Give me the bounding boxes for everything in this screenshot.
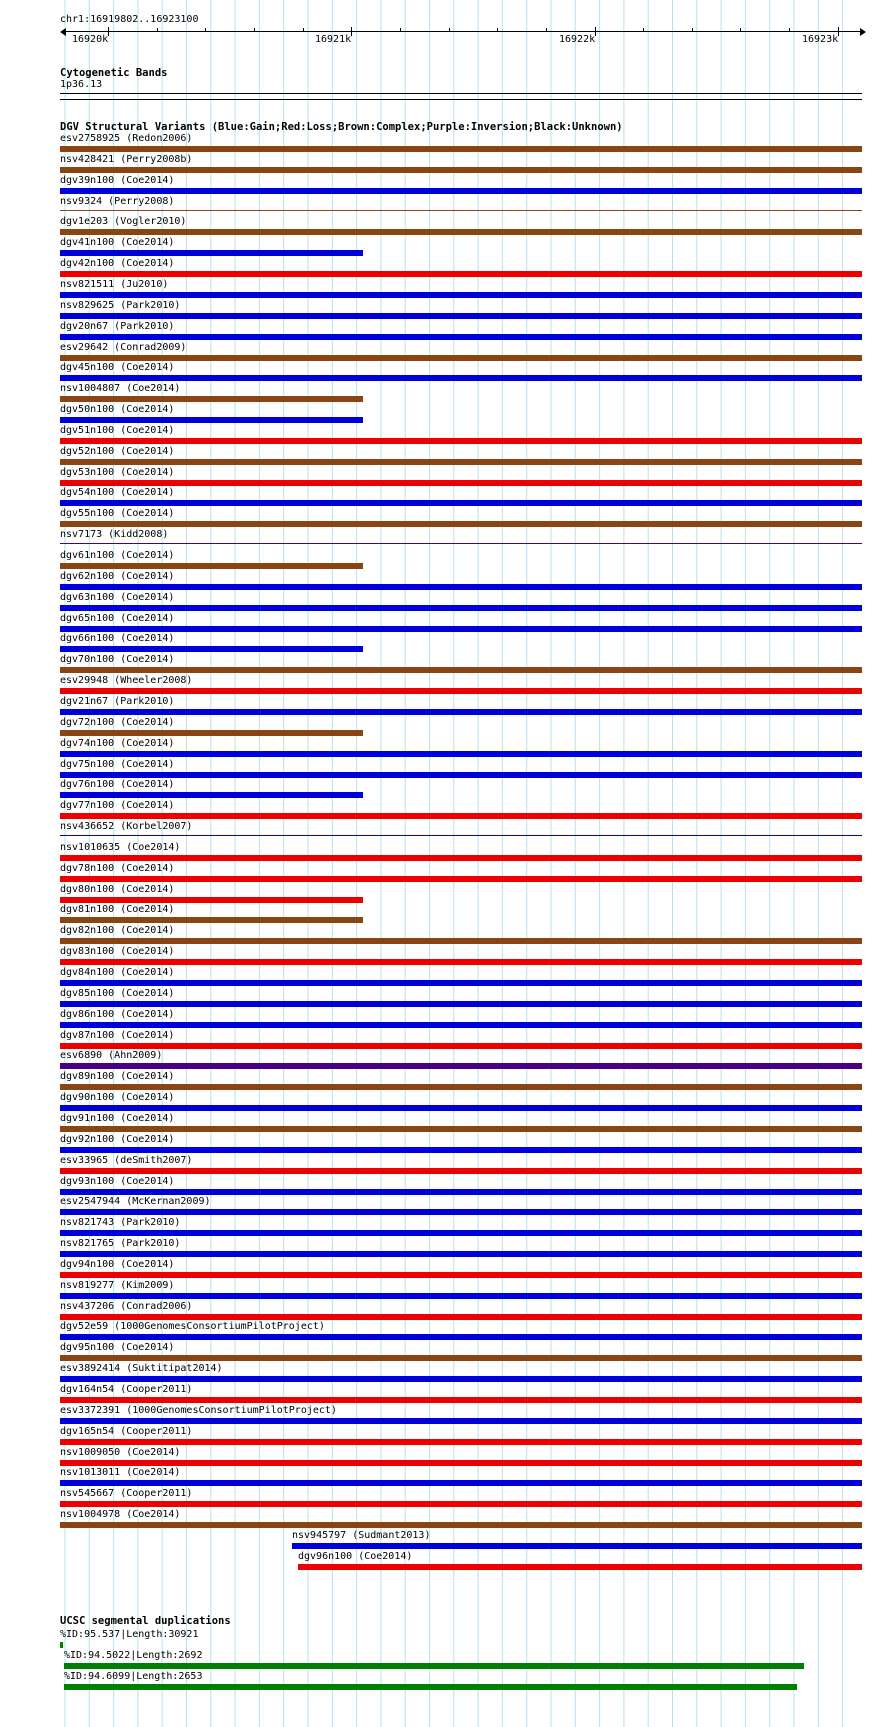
ruler-minor-tick — [254, 28, 255, 32]
dgv-feature-bar-gain[interactable] — [60, 835, 862, 836]
dgv-feature-label: dgv72n100 (Coe2014) — [60, 717, 175, 728]
segdup-feature-bar[interactable] — [60, 1642, 63, 1648]
dgv-feature-bar-complex[interactable] — [60, 938, 862, 944]
ruler-left-arrow-icon[interactable] — [60, 28, 66, 36]
dgv-feature-label: dgv84n100 (Coe2014) — [60, 967, 175, 978]
dgv-feature-label: dgv41n100 (Coe2014) — [60, 237, 175, 248]
dgv-feature-label: dgv39n100 (Coe2014) — [60, 175, 175, 186]
dgv-feature-bar-loss[interactable] — [60, 1314, 862, 1320]
dgv-feature-bar-loss[interactable] — [60, 438, 862, 444]
dgv-feature-bar-gain[interactable] — [60, 250, 363, 256]
dgv-feature-label: dgv83n100 (Coe2014) — [60, 946, 175, 957]
dgv-feature-bar-gain[interactable] — [60, 1189, 862, 1195]
dgv-feature-label: dgv45n100 (Coe2014) — [60, 362, 175, 373]
dgv-feature-bar-gain[interactable] — [60, 334, 862, 340]
dgv-feature-bar-gain[interactable] — [292, 1543, 862, 1549]
dgv-feature-label: dgv51n100 (Coe2014) — [60, 425, 175, 436]
segdup-feature-label: %ID:94.6099|Length:2653 — [64, 1671, 203, 1682]
ruler-tick-label: 16922k — [559, 34, 596, 45]
dgv-feature-label: dgv74n100 (Coe2014) — [60, 738, 175, 749]
dgv-feature-label: dgv89n100 (Coe2014) — [60, 1071, 175, 1082]
dgv-feature-bar-gain[interactable] — [60, 1209, 862, 1215]
dgv-feature-bar-complex[interactable] — [60, 563, 363, 569]
dgv-feature-bar-complex[interactable] — [60, 210, 862, 211]
segdup-feature-bar[interactable] — [64, 1684, 797, 1690]
dgv-feature-label: dgv42n100 (Coe2014) — [60, 258, 175, 269]
ruler-minor-tick — [643, 28, 644, 32]
dgv-feature-bar-loss[interactable] — [60, 1460, 862, 1466]
ruler-position-label: chr1:16919802..16923100 — [60, 14, 199, 25]
segdup-track-title: UCSC segmental duplications — [60, 1615, 231, 1627]
ruler-right-arrow-icon[interactable] — [860, 28, 866, 36]
dgv-feature-bar-complex[interactable] — [60, 146, 862, 152]
dgv-feature-bar-gain[interactable] — [60, 1105, 862, 1111]
dgv-feature-label: nsv7173 (Kidd2008) — [60, 529, 169, 540]
dgv-feature-label: nsv9324 (Perry2008) — [60, 196, 175, 207]
dgv-feature-label: dgv54n100 (Coe2014) — [60, 487, 175, 498]
dgv-feature-label: dgv93n100 (Coe2014) — [60, 1176, 175, 1187]
segdup-feature-bar[interactable] — [64, 1663, 804, 1669]
cytoband-track-title: Cytogenetic Bands — [60, 67, 168, 79]
dgv-feature-bar-gain[interactable] — [60, 313, 862, 319]
dgv-feature-label: nsv821511 (Ju2010) — [60, 279, 169, 290]
dgv-feature-bar-complex[interactable] — [60, 396, 363, 402]
dgv-feature-label: dgv86n100 (Coe2014) — [60, 1009, 175, 1020]
dgv-feature-label: nsv821743 (Park2010) — [60, 1217, 181, 1228]
dgv-feature-label: nsv1010635 (Coe2014) — [60, 842, 181, 853]
dgv-feature-bar-gain[interactable] — [60, 1001, 862, 1007]
dgv-feature-bar-loss[interactable] — [298, 1564, 862, 1570]
dgv-feature-label: dgv63n100 (Coe2014) — [60, 592, 175, 603]
dgv-feature-bar-loss[interactable] — [60, 480, 862, 486]
ruler-axis — [62, 31, 862, 32]
dgv-feature-label: esv3372391 (1000GenomesConsortiumPilotProject) — [60, 1405, 337, 1416]
dgv-feature-bar-gain[interactable] — [60, 584, 862, 590]
dgv-feature-bar-complex[interactable] — [60, 1126, 862, 1132]
dgv-feature-bar-gain[interactable] — [60, 1147, 862, 1153]
dgv-feature-label: nsv436652 (Korbel2007) — [60, 821, 193, 832]
track-divider — [60, 99, 862, 100]
dgv-feature-bar-loss[interactable] — [60, 1397, 862, 1403]
dgv-feature-label: dgv91n100 (Coe2014) — [60, 1113, 175, 1124]
dgv-feature-bar-complex[interactable] — [60, 917, 363, 923]
dgv-feature-bar-complex[interactable] — [60, 229, 862, 235]
dgv-feature-bar-gain[interactable] — [60, 646, 363, 652]
dgv-feature-bar-gain[interactable] — [60, 792, 363, 798]
dgv-feature-label: nsv829625 (Park2010) — [60, 300, 181, 311]
dgv-feature-label: nsv1013011 (Coe2014) — [60, 1467, 181, 1478]
dgv-feature-label: dgv94n100 (Coe2014) — [60, 1259, 175, 1270]
dgv-feature-label: dgv77n100 (Coe2014) — [60, 800, 175, 811]
dgv-feature-bar-complex[interactable] — [60, 167, 862, 173]
cytoband-bar[interactable] — [60, 93, 862, 94]
dgv-feature-label: nsv437206 (Conrad2006) — [60, 1301, 193, 1312]
dgv-feature-bar-gain[interactable] — [60, 1230, 862, 1236]
dgv-feature-bar-gain[interactable] — [60, 188, 862, 194]
ruler-tick-label: 16920k — [72, 34, 109, 45]
dgv-feature-bar-loss[interactable] — [60, 897, 363, 903]
dgv-feature-bar-gain[interactable] — [60, 375, 862, 381]
ruler-minor-tick — [497, 28, 498, 32]
dgv-feature-label: dgv50n100 (Coe2014) — [60, 404, 175, 415]
dgv-feature-label: dgv52e59 (1000GenomesConsortiumPilotProject) — [60, 1321, 325, 1332]
dgv-feature-label: dgv95n100 (Coe2014) — [60, 1342, 175, 1353]
dgv-feature-label: dgv164n54 (Cooper2011) — [60, 1384, 193, 1395]
ruler-minor-tick — [449, 28, 450, 32]
dgv-feature-label: nsv1009050 (Coe2014) — [60, 1447, 181, 1458]
ruler-tick-label: 16923k — [802, 34, 839, 45]
dgv-feature-label: dgv92n100 (Coe2014) — [60, 1134, 175, 1145]
dgv-feature-bar-gain[interactable] — [60, 1418, 862, 1424]
dgv-feature-label: nsv945797 (Sudmant2013) — [292, 1530, 431, 1541]
cytoband-label: 1p36.13 — [60, 79, 103, 90]
ruler-minor-tick — [351, 28, 352, 32]
dgv-feature-label: esv6890 (Ahn2009) — [60, 1050, 163, 1061]
ruler-minor-tick — [838, 28, 839, 32]
dgv-feature-label: esv29948 (Wheeler2008) — [60, 675, 193, 686]
dgv-feature-bar-loss[interactable] — [60, 813, 862, 819]
dgv-feature-bar-complex[interactable] — [60, 521, 862, 527]
dgv-feature-label: dgv82n100 (Coe2014) — [60, 925, 175, 936]
ruler-minor-tick — [546, 28, 547, 32]
dgv-feature-label: dgv85n100 (Coe2014) — [60, 988, 175, 999]
ruler-minor-tick — [108, 28, 109, 32]
dgv-feature-label: nsv1004807 (Coe2014) — [60, 383, 181, 394]
ruler-minor-tick — [205, 28, 206, 32]
dgv-feature-label: nsv545667 (Cooper2011) — [60, 1488, 193, 1499]
dgv-feature-bar-gain[interactable] — [60, 1293, 862, 1299]
dgv-feature-bar-loss[interactable] — [60, 271, 862, 277]
dgv-feature-label: dgv165n54 (Cooper2011) — [60, 1426, 193, 1437]
dgv-feature-label: esv2758925 (Redon2006) — [60, 133, 193, 144]
dgv-feature-bar-loss[interactable] — [60, 1168, 862, 1174]
dgv-feature-label: dgv55n100 (Coe2014) — [60, 508, 175, 519]
dgv-feature-bar-gain[interactable] — [60, 751, 862, 757]
dgv-feature-label: dgv75n100 (Coe2014) — [60, 759, 175, 770]
dgv-feature-bar-loss[interactable] — [60, 688, 862, 694]
dgv-feature-label: esv29642 (Conrad2009) — [60, 342, 187, 353]
dgv-feature-bar-loss[interactable] — [60, 959, 862, 965]
dgv-feature-label: dgv52n100 (Coe2014) — [60, 446, 175, 457]
dgv-feature-label: esv2547944 (McKernan2009) — [60, 1196, 211, 1207]
dgv-feature-bar-gain[interactable] — [60, 605, 862, 611]
segdup-feature-label: %ID:94.5022|Length:2692 — [64, 1650, 203, 1661]
dgv-feature-label: dgv65n100 (Coe2014) — [60, 613, 175, 624]
dgv-feature-bar-complex[interactable] — [60, 1084, 862, 1090]
ruler-minor-tick — [400, 28, 401, 32]
dgv-feature-label: dgv62n100 (Coe2014) — [60, 571, 175, 582]
dgv-feature-label: dgv90n100 (Coe2014) — [60, 1092, 175, 1103]
ruler-minor-tick — [303, 28, 304, 32]
dgv-feature-bar-inversion[interactable] — [60, 1063, 862, 1069]
dgv-feature-bar-gain[interactable] — [60, 709, 862, 715]
dgv-feature-label: dgv96n100 (Coe2014) — [298, 1551, 413, 1562]
dgv-feature-bar-inversion[interactable] — [60, 543, 862, 544]
dgv-feature-bar-loss[interactable] — [60, 1043, 862, 1049]
dgv-feature-bar-gain[interactable] — [60, 980, 862, 986]
dgv-feature-bar-gain[interactable] — [60, 500, 862, 506]
dgv-feature-label: nsv428421 (Perry2008b) — [60, 154, 193, 165]
dgv-feature-bar-complex[interactable] — [60, 355, 862, 361]
dgv-feature-label: dgv76n100 (Coe2014) — [60, 779, 175, 790]
dgv-feature-label: dgv61n100 (Coe2014) — [60, 550, 175, 561]
dgv-track-title: DGV Structural Variants (Blue:Gain;Red:Loss;Brown:Complex;Purple:Inversion;Black:Unknown) — [60, 121, 623, 133]
ruler-minor-tick — [595, 28, 596, 32]
ruler-tick-label: 16921k — [315, 34, 352, 45]
dgv-feature-bar-loss[interactable] — [60, 855, 862, 861]
ruler-minor-tick — [740, 28, 741, 32]
dgv-feature-label: dgv80n100 (Coe2014) — [60, 884, 175, 895]
dgv-feature-label: dgv70n100 (Coe2014) — [60, 654, 175, 665]
dgv-feature-label: dgv87n100 (Coe2014) — [60, 1030, 175, 1041]
dgv-feature-bar-gain[interactable] — [60, 1376, 862, 1382]
dgv-feature-bar-complex[interactable] — [60, 459, 862, 465]
dgv-feature-label: dgv81n100 (Coe2014) — [60, 904, 175, 915]
dgv-feature-bar-gain[interactable] — [60, 1251, 862, 1257]
dgv-feature-label: nsv819277 (Kim2009) — [60, 1280, 175, 1291]
dgv-feature-bar-gain[interactable] — [60, 292, 862, 298]
dgv-feature-bar-complex[interactable] — [60, 1522, 862, 1528]
dgv-feature-label: dgv66n100 (Coe2014) — [60, 633, 175, 644]
dgv-feature-bar-gain[interactable] — [60, 1480, 862, 1486]
dgv-feature-bar-gain[interactable] — [60, 1022, 862, 1028]
dgv-feature-label: nsv1004978 (Coe2014) — [60, 1509, 181, 1520]
dgv-feature-bar-loss[interactable] — [60, 1272, 862, 1278]
dgv-feature-label: dgv21n67 (Park2010) — [60, 696, 175, 707]
dgv-feature-label: dgv53n100 (Coe2014) — [60, 467, 175, 478]
dgv-feature-bar-loss[interactable] — [60, 1501, 862, 1507]
dgv-feature-label: dgv78n100 (Coe2014) — [60, 863, 175, 874]
dgv-feature-bar-gain[interactable] — [60, 626, 862, 632]
dgv-feature-bar-complex[interactable] — [60, 1355, 862, 1361]
dgv-feature-bar-loss[interactable] — [60, 876, 862, 882]
dgv-feature-bar-loss[interactable] — [60, 1439, 862, 1445]
dgv-feature-label: nsv821765 (Park2010) — [60, 1238, 181, 1249]
segdup-feature-label: %ID:95.537|Length:30921 — [60, 1629, 199, 1640]
dgv-feature-label: dgv20n67 (Park2010) — [60, 321, 175, 332]
dgv-feature-label: esv3892414 (Suktitipat2014) — [60, 1363, 223, 1374]
ruler-minor-tick — [789, 28, 790, 32]
dgv-feature-label: dgv1e203 (Vogler2010) — [60, 216, 187, 227]
dgv-feature-bar-gain[interactable] — [60, 772, 862, 778]
dgv-feature-bar-complex[interactable] — [60, 667, 862, 673]
dgv-feature-bar-complex[interactable] — [60, 730, 363, 736]
dgv-feature-label: esv33965 (deSmith2007) — [60, 1155, 193, 1166]
ruler-minor-tick — [157, 28, 158, 32]
dgv-feature-bar-gain[interactable] — [60, 417, 363, 423]
dgv-feature-bar-gain[interactable] — [60, 1334, 862, 1340]
ruler-minor-tick — [692, 28, 693, 32]
